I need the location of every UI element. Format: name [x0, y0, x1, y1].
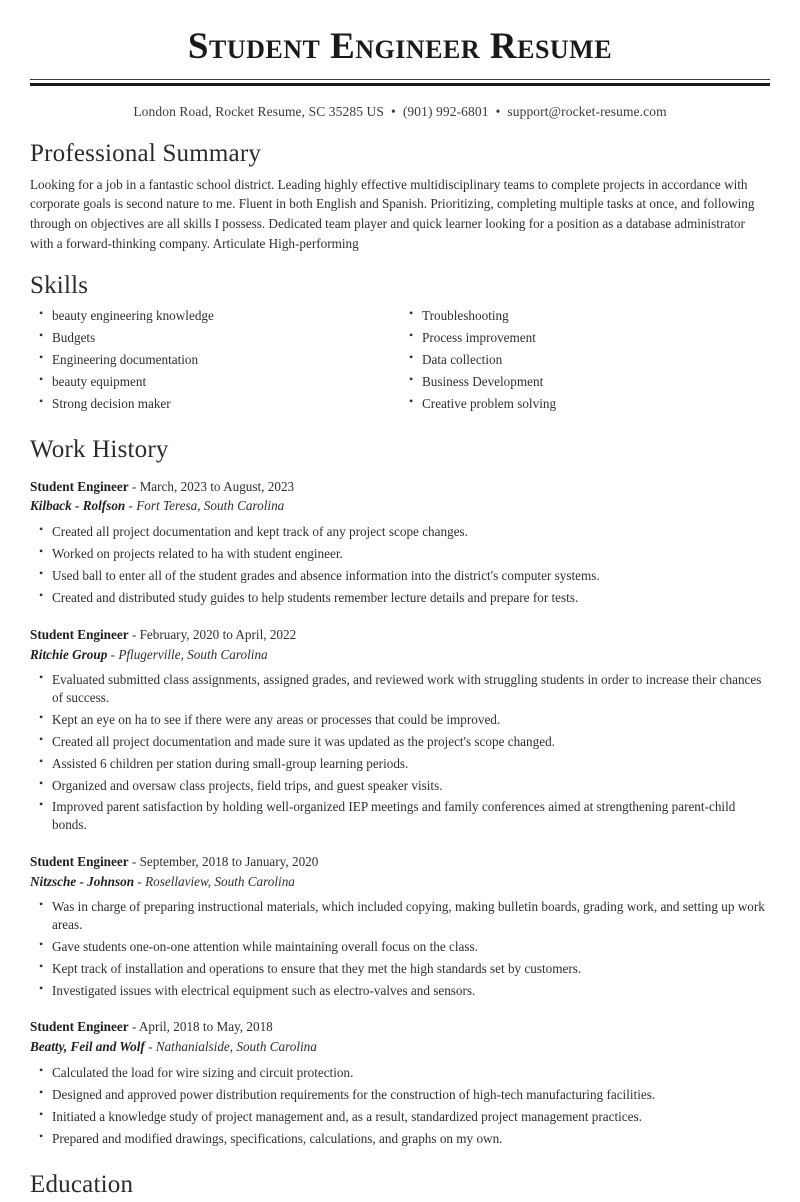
- skill-item: • Process improvement: [422, 329, 770, 351]
- job-bullet-list: [30, 523, 770, 611]
- job-bullet: • Prepared and modified drawings, specifications, calculations, and graphs on my own.: [52, 1130, 770, 1152]
- job-company-line: [30, 872, 770, 892]
- job-bullet: • Improved parent satisfaction by holding well-organized IEP meetings and family conferences aimed at strengthening parent-child bonds.: [52, 798, 770, 837]
- job-bullet: • Organized and oversaw class projects, field trips, and guest speaker visits.: [52, 777, 770, 799]
- skill-item: • beauty engineering knowledge: [52, 307, 400, 329]
- job-bullet-list: [30, 1064, 770, 1152]
- section-work-history: [30, 433, 770, 1152]
- contact-line: [30, 103, 770, 121]
- job-bullet: • Assisted 6 children per station during small-group learning periods.: [52, 755, 770, 777]
- job-location: Nathanialside, South Carolina: [155, 1039, 317, 1055]
- job-bullet: • Created all project documentation and made sure it was updated as the project's scope changed.: [52, 733, 770, 755]
- professional-summary-text: Looking for a job in a fantastic school district. Leading highly effective multidisciplinary teams to complete projects in accordance with corporate goals is second nature to me. Fluent in both English and Spanish. Prioritizing, completing multiple tasks at once, and following through on objectives are all skills I possess. Dedicated team player and quick learner looking for a position as a database administrator with a forward-thinking company. Articulate High-performing: [30, 176, 755, 251]
- job-company-line: [30, 645, 770, 665]
- job-dates: September, 2018 to January, 2020: [139, 853, 319, 869]
- work-history-entry: [30, 852, 770, 1004]
- job-location: Pflugerville, South Carolina: [118, 646, 268, 662]
- section-professional-summary: [30, 137, 770, 253]
- skill-item: • Troubleshooting: [422, 307, 770, 329]
- job-company: Beatty, Feil and Wolf: [30, 1039, 145, 1055]
- skills-list-right: [400, 307, 770, 417]
- job-bullet: • Designed and approved power distribution requirements for the construction of high-tech manufacturing facilities.: [52, 1086, 770, 1108]
- skills-column-right: [400, 307, 770, 417]
- job-bullet: • Created and distributed study guides to help students remember lecture details and prepare for tests.: [52, 589, 770, 611]
- job-bullet: • Used ball to enter all of the student grades and absence information into the district's computer systems.: [52, 567, 770, 589]
- job-company-line: [30, 496, 770, 516]
- header-divider: [30, 79, 770, 86]
- job-company-dash: -: [144, 1039, 156, 1055]
- contact-separator-2: •: [495, 104, 501, 120]
- divider-rule-thick: [30, 83, 770, 86]
- work-history-entry: [30, 477, 770, 611]
- job-title-line: [30, 625, 770, 645]
- skill-item: • Business Development: [422, 373, 770, 395]
- resume-title: Student Engineer Resume: [187, 26, 613, 67]
- job-location: Fort Teresa, South Carolina: [136, 498, 285, 514]
- job-bullet: • Calculated the load for wire sizing and circuit protection.: [52, 1064, 770, 1086]
- skills-column-left: [30, 307, 400, 417]
- work-history-entry: [30, 625, 770, 838]
- job-title: Student Engineer: [30, 853, 129, 869]
- job-dates: March, 2023 to August, 2023: [139, 478, 295, 494]
- contact-phone: (901) 992-6801: [402, 104, 489, 120]
- job-bullet-list: [30, 898, 770, 1003]
- job-company-dash: -: [134, 873, 146, 889]
- job-bullet: • Was in charge of preparing instructional materials, which included copying, making bulletin boards, grading work, and setting up work areas.: [52, 898, 770, 937]
- job-dates: April, 2018 to May, 2018: [138, 1019, 273, 1035]
- job-dates: February, 2020 to April, 2022: [139, 626, 297, 642]
- skill-item: • Engineering documentation: [52, 351, 400, 373]
- job-bullet: • Evaluated submitted class assignments, assigned grades, and reviewed work with struggling students in order to increase their chances of success.: [52, 671, 770, 710]
- section-heading-professional-summary: Professional Summary: [30, 139, 262, 167]
- section-heading-skills: Skills: [30, 272, 89, 300]
- job-title-line: [30, 852, 770, 872]
- skill-item: • Budgets: [52, 329, 400, 351]
- job-company-line: [30, 1037, 770, 1057]
- job-title-dash: -: [128, 478, 140, 494]
- job-company-dash: -: [125, 498, 137, 514]
- section-heading-work-history: Work History: [30, 435, 169, 463]
- job-bullet: • Initiated a knowledge study of project management and, as a result, standardized project management practices.: [52, 1108, 770, 1130]
- job-location: Rosellaview, South Carolina: [145, 873, 295, 889]
- skill-item: • Strong decision maker: [52, 395, 400, 417]
- job-title-dash: -: [128, 1019, 139, 1035]
- contact-email: support@rocket-resume.com: [507, 104, 667, 120]
- job-company-dash: -: [107, 646, 119, 662]
- contact-separator-1: •: [390, 104, 396, 120]
- job-bullet: • Worked on projects related to ha with student engineer.: [52, 545, 770, 567]
- job-title: Student Engineer: [30, 1019, 129, 1035]
- work-history-entry: [30, 1017, 770, 1151]
- work-history-list: [30, 477, 770, 1152]
- skill-item: • beauty equipment: [52, 373, 400, 395]
- skills-columns: [30, 307, 770, 417]
- job-bullet-list: [30, 671, 770, 837]
- job-bullet: • Created all project documentation and kept track of any project scope changes.: [52, 523, 770, 545]
- skill-item: • Creative problem solving: [422, 395, 770, 417]
- job-company: Nitzsche - Johnson: [30, 873, 135, 889]
- job-title-line: [30, 1017, 770, 1037]
- section-skills: [30, 269, 770, 416]
- job-bullet: • Kept track of installation and operations to ensure that they met the high standards set by customers.: [52, 960, 770, 982]
- job-title: Student Engineer: [30, 478, 129, 494]
- section-education: [30, 1168, 770, 1202]
- job-title-line: [30, 477, 770, 497]
- job-company: Kilback - Rolfson: [30, 498, 126, 514]
- job-company: Ritchie Group: [30, 646, 108, 662]
- job-bullet: • Kept an eye on ha to see if there were any areas or processes that could be improved.: [52, 711, 770, 733]
- skill-item: • Data collection: [422, 351, 770, 373]
- section-heading-education: Education: [30, 1170, 134, 1198]
- skills-list-left: [30, 307, 400, 417]
- job-bullet: • Investigated issues with electrical equipment such as electro-valves and sensors.: [52, 982, 770, 1004]
- job-title-dash: -: [128, 853, 140, 869]
- contact-address: London Road, Rocket Resume, SC 35285 US: [133, 104, 384, 120]
- job-title-dash: -: [128, 626, 140, 642]
- job-bullet: • Gave students one-on-one attention while maintaining overall focus on the class.: [52, 938, 770, 960]
- job-title: Student Engineer: [30, 626, 129, 642]
